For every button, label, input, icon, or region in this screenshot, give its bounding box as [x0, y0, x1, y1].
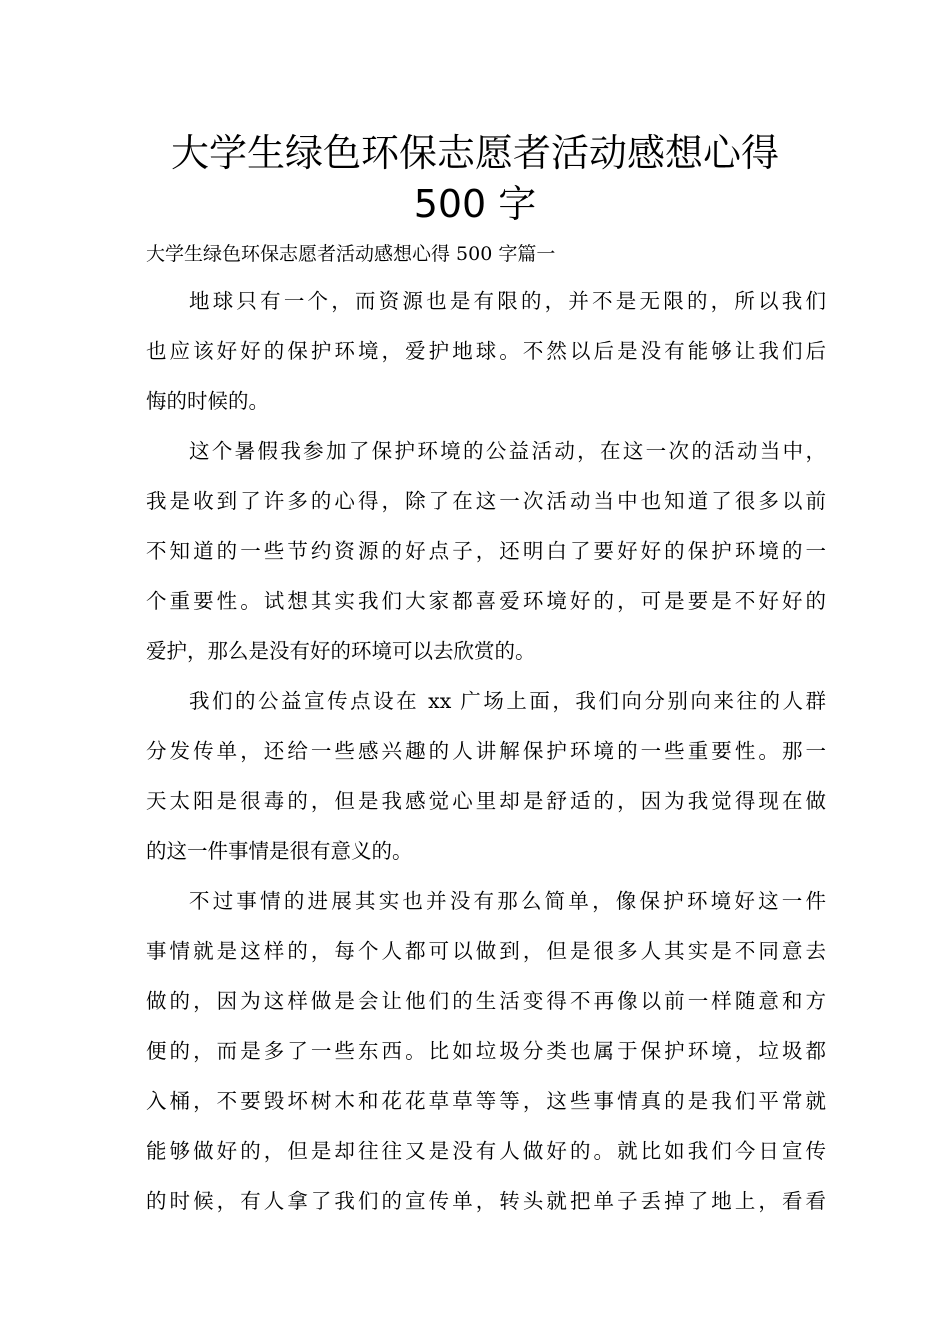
paragraph-2-line-2: 我是收到了许多的心得，除了在这一次活动当中也知道了很多以前 — [146, 489, 826, 513]
paragraph-4-line-5: 入桶，不要毁坏树木和花花草草等等，这些事情真的是我们平常就 — [146, 1089, 826, 1113]
document-title-line-2: 500 字 — [413, 182, 537, 226]
paragraph-2-line-3: 不知道的一些节约资源的好点子，还明白了要好好的保护环境的一 — [146, 539, 826, 563]
paragraph-2-line-4: 个重要性。试想其实我们大家都喜爱环境好的，可是要是不好好的 — [146, 589, 826, 613]
paragraph-2-line-1: 这个暑假我参加了保护环境的公益活动，在这一次的活动当中， — [189, 439, 826, 463]
paragraph-2-line-5: 爱护，那么是没有好的环境可以去欣赏的。 — [146, 639, 536, 663]
paragraph-3-line-3: 天太阳是很毒的，但是我感觉心里却是舒适的，因为我觉得现在做 — [146, 789, 826, 813]
paragraph-1-line-3: 悔的时候的。 — [146, 389, 269, 413]
document-title-line-1: 大学生绿色环保志愿者活动感想心得 — [170, 131, 779, 175]
paragraph-1-line-1: 地球只有一个，而资源也是有限的，并不是无限的，所以我们 — [189, 289, 826, 313]
paragraph-4-line-3: 做的，因为这样做是会让他们的生活变得不再像以前一样随意和方 — [146, 989, 826, 1013]
paragraph-4-line-2: 事情就是这样的，每个人都可以做到，但是很多人其实是不同意去 — [146, 939, 826, 963]
paragraph-4-line-6: 能够做好的，但是却往往又是没有人做好的。就比如我们今日宣传 — [146, 1139, 826, 1163]
paragraph-3-line-4: 的这一件事情是很有意义的。 — [146, 839, 413, 863]
paragraph-1-line-2: 也应该好好的保护环境，爱护地球。不然以后是没有能够让我们后 — [146, 339, 826, 363]
paragraph-3-line-2: 分发传单，还给一些感兴趣的人讲解保护环境的一些重要性。那一 — [146, 739, 826, 763]
paragraph-4-line-7: 的时候，有人拿了我们的宣传单，转头就把单子丢掉了地上，看看 — [146, 1189, 826, 1213]
section-heading: 大学生绿色环保志愿者活动感想心得 500 字篇一 — [146, 243, 556, 265]
paragraph-3-line-1: 我们的公益宣传点设在 xx 广场上面，我们向分别向来往的人群 — [189, 689, 826, 713]
paragraph-4-line-4: 便的，而是多了一些东西。比如垃圾分类也属于保护环境，垃圾都 — [146, 1039, 826, 1063]
paragraph-4-line-1: 不过事情的进展其实也并没有那么简单，像保护环境好这一件 — [189, 889, 826, 913]
